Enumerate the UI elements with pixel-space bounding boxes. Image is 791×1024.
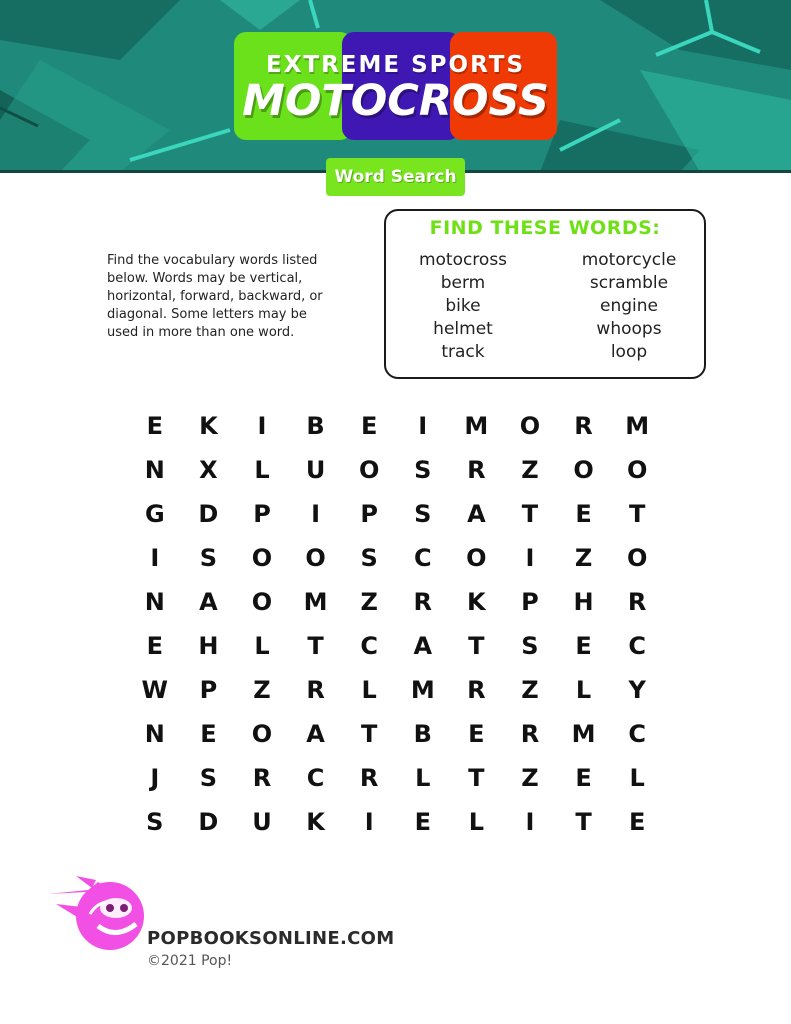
- grid-letter: T: [468, 632, 485, 660]
- grid-letter: L: [254, 632, 270, 660]
- grid-letter: S: [360, 544, 378, 572]
- letter-grid: [128, 404, 664, 844]
- grid-letter: C: [306, 764, 325, 792]
- grid-letter: X: [199, 456, 218, 484]
- grid-letter: S: [521, 632, 539, 660]
- grid-letter: E: [146, 412, 163, 440]
- grid-letter: R: [252, 764, 272, 792]
- grid-letter: T: [521, 500, 539, 528]
- word-search-badge: Word Search: [326, 158, 465, 196]
- grid-letter: L: [361, 676, 377, 704]
- word-item: berm: [440, 273, 486, 293]
- footer-brand: POPBOOKSONLINE.COM: [147, 928, 395, 949]
- grid-letter: I: [150, 544, 160, 572]
- grid-letter: I: [364, 808, 374, 836]
- grid-letter: S: [146, 808, 164, 836]
- grid-letter: G: [144, 500, 165, 528]
- grid-letter: R: [574, 412, 593, 440]
- grid-letter: T: [575, 808, 592, 836]
- word-list-left: [388, 249, 538, 364]
- page-title: MOTOCROSS: [242, 76, 549, 126]
- grid-letter: W: [141, 676, 169, 704]
- grid-letter: K: [199, 412, 218, 440]
- grid-letter: A: [413, 632, 433, 660]
- grid-letter: M: [571, 720, 596, 748]
- grid-letter: U: [252, 808, 272, 836]
- grid-letter: N: [144, 456, 165, 484]
- pop-cartoon-logo-icon: [46, 874, 146, 960]
- grid-letter: R: [359, 764, 379, 792]
- grid-letter: N: [144, 720, 165, 748]
- word-item: engine: [600, 296, 658, 316]
- grid-letter: P: [253, 500, 271, 528]
- grid-letter: Z: [521, 456, 539, 484]
- word-item: helmet: [433, 319, 493, 339]
- grid-letter: M: [410, 676, 435, 704]
- grid-letter: L: [468, 808, 484, 836]
- grid-letter: M: [303, 588, 328, 616]
- grid-letter: P: [521, 588, 539, 616]
- grid-letter: I: [311, 500, 321, 528]
- grid-letter: O: [358, 456, 380, 484]
- grid-letter: J: [150, 764, 160, 792]
- grid-letter: O: [626, 544, 648, 572]
- grid-letter: S: [414, 500, 432, 528]
- grid-letter: Z: [574, 544, 593, 572]
- grid-letter: I: [525, 544, 535, 572]
- grid-letter: E: [200, 720, 217, 748]
- grid-letter: B: [306, 412, 325, 440]
- grid-letter: M: [464, 412, 489, 440]
- grid-letter: C: [628, 632, 646, 660]
- grid-letter: T: [307, 632, 324, 660]
- grid-letter: T: [360, 720, 378, 748]
- grid-letter: R: [413, 588, 432, 616]
- grid-letter: L: [254, 456, 270, 484]
- grid-letter: E: [628, 808, 646, 836]
- grid-letter: E: [575, 764, 592, 792]
- grid-letter: N: [144, 588, 165, 616]
- grid-letter: K: [306, 808, 325, 836]
- word-item: motorcycle: [581, 250, 677, 270]
- grid-letter: E: [575, 500, 592, 528]
- grid-letter: R: [627, 588, 647, 616]
- grid-letter: C: [360, 632, 378, 660]
- grid-letter: R: [467, 456, 486, 484]
- word-list-title: FIND THESE WORDS:: [429, 217, 661, 239]
- grid-letter: L: [575, 676, 592, 704]
- grid-letter: L: [415, 764, 431, 792]
- grid-letter: K: [467, 588, 486, 616]
- grid-letter: M: [625, 412, 650, 440]
- word-item: whoops: [596, 319, 662, 339]
- grid-letter: R: [467, 676, 486, 704]
- grid-letter: D: [198, 500, 219, 528]
- grid-letter: E: [360, 412, 378, 440]
- grid-letter: O: [573, 456, 594, 484]
- grid-letter: Z: [253, 676, 271, 704]
- word-item: loop: [610, 342, 648, 362]
- grid-letter: O: [626, 456, 648, 484]
- grid-letter: Z: [521, 764, 539, 792]
- word-item: motocross: [418, 250, 508, 270]
- grid-letter: E: [414, 808, 431, 836]
- grid-letter: E: [146, 632, 163, 660]
- grid-letter: E: [468, 720, 485, 748]
- grid-letter: I: [257, 412, 267, 440]
- grid-letter: T: [628, 500, 646, 528]
- grid-letter: A: [199, 588, 218, 616]
- grid-letter: I: [418, 412, 428, 440]
- grid-letter: C: [413, 544, 432, 572]
- word-list-box: [384, 209, 706, 379]
- grid-letter: E: [575, 632, 592, 660]
- grid-letter: H: [573, 588, 594, 616]
- subtitle: EXTREME SPORTS: [265, 52, 526, 78]
- grid-letter: Z: [521, 676, 539, 704]
- word-item: bike: [445, 296, 481, 316]
- grid-letter: R: [520, 720, 540, 748]
- grid-letter: O: [466, 544, 487, 572]
- grid-letter: A: [306, 720, 325, 748]
- grid-letter: O: [251, 720, 273, 748]
- grid-letter: B: [413, 720, 432, 748]
- grid-letter: T: [468, 764, 485, 792]
- grid-letter: S: [414, 456, 432, 484]
- footer-copyright: ©2021 Pop!: [147, 953, 233, 969]
- word-item: track: [441, 342, 485, 362]
- title-block: [234, 32, 557, 140]
- grid-letter: S: [199, 764, 218, 792]
- grid-letter: A: [467, 500, 486, 528]
- grid-letter: U: [305, 456, 326, 484]
- grid-letter: R: [306, 676, 325, 704]
- grid-letter: P: [199, 676, 218, 704]
- grid-letter: H: [198, 632, 219, 660]
- grid-letter: O: [251, 544, 273, 572]
- grid-letter: O: [519, 412, 541, 440]
- grid-letter: D: [198, 808, 219, 836]
- grid-letter: Y: [628, 676, 646, 704]
- grid-letter: Z: [360, 588, 378, 616]
- instructions-text: Find the vocabulary words listed below. Words may be vertical, horizontal, forward, backward, or diagonal. Some letters may be used in more than one word.: [107, 253, 323, 340]
- grid-letter: S: [199, 544, 218, 572]
- grid-letter: I: [525, 808, 535, 836]
- grid-letter: C: [628, 720, 646, 748]
- word-list-right: [554, 249, 704, 364]
- grid-letter: P: [360, 500, 378, 528]
- grid-letter: L: [629, 764, 645, 792]
- grid-letter: O: [251, 588, 273, 616]
- word-item: scramble: [589, 273, 669, 293]
- grid-letter: O: [305, 544, 326, 572]
